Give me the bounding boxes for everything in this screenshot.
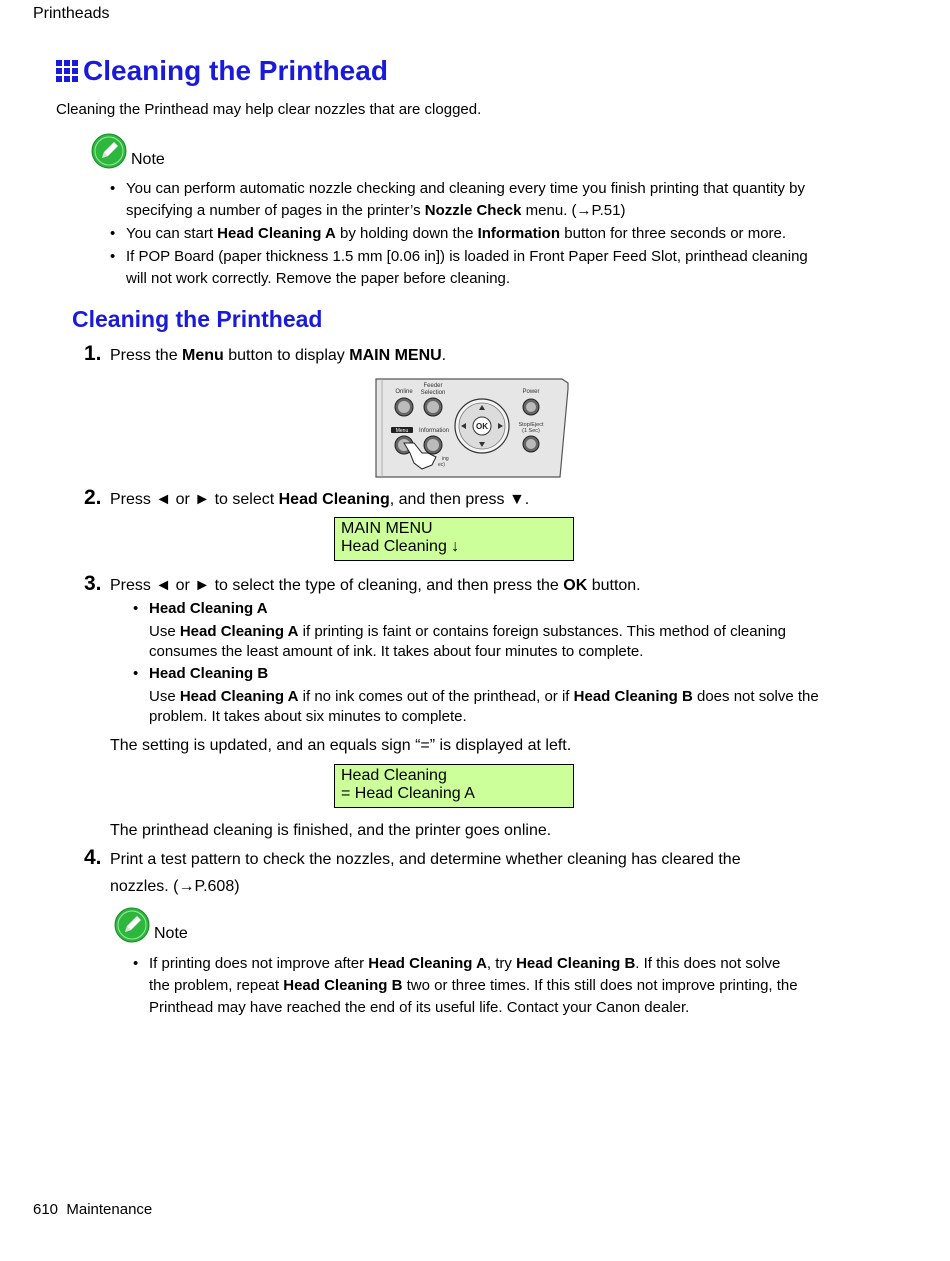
cleaning-type-item (133, 598, 853, 662)
step-4 (84, 846, 741, 900)
note-text-bold: Information (477, 225, 561, 242)
lcd-display (334, 764, 574, 808)
footer-section: Maintenance (66, 1201, 153, 1218)
section-grid-icon (56, 60, 78, 82)
information-label: Information (418, 428, 450, 434)
note-label: Note (131, 151, 165, 168)
note-pencil-icon (114, 907, 150, 943)
note-text: will not work correctly. Remove the paper before cleaning. (126, 270, 511, 287)
online-label: Online (395, 389, 413, 395)
note-text-bold: Head Cleaning A (217, 225, 336, 242)
note-label: Note (154, 925, 188, 942)
note-header (91, 133, 165, 169)
note-text: button for three seconds or more. (560, 225, 787, 242)
note-text: specifying a number of pages in the printer’s (126, 202, 425, 219)
page-reference-link: menu. (→P.51) (521, 202, 626, 219)
one-sec-label: (1 Sec) (522, 428, 540, 434)
running-header: Printheads (33, 5, 110, 22)
step-number: 1. (84, 342, 102, 365)
page-title-text: Cleaning the Printhead (83, 55, 388, 86)
step-text: Press the Menu button to display MAIN MENU. (110, 347, 447, 364)
step-number: 3. (84, 572, 102, 595)
cleaning-type-name: Head Cleaning B (149, 665, 269, 682)
step-1 (84, 342, 446, 366)
note-text: You can start (126, 225, 218, 242)
note-list (133, 953, 853, 1020)
page-number: 610 (33, 1201, 59, 1218)
lcd-line: Head Cleaning (341, 767, 447, 784)
power-label: Power (522, 389, 540, 395)
step-number: 4. (84, 846, 102, 869)
step-text: Print a test pattern to check the nozzles, and determine whether cleaning has cleared the nozzles. (→P.608) (110, 851, 741, 895)
lcd-line: Head Cleaning ↓ (341, 538, 460, 555)
note-text-bold: Nozzle Check (424, 202, 522, 219)
cleaning-type-list (133, 598, 853, 728)
lcd-display (334, 517, 574, 561)
note-text: by holding down the (335, 225, 478, 242)
intro-paragraph: Cleaning the Printhead may help clear nozzles that are clogged. (56, 101, 482, 118)
step-2 (84, 486, 529, 510)
note-text: If POP Board (paper thickness 1.5 mm [0.06 in]) is loaded in Front Paper Feed Slot, printhead cleaning (126, 248, 808, 265)
finished-text: The printhead cleaning is finished, and the printer goes online. (110, 822, 552, 839)
ok-label: OK (476, 422, 488, 431)
step-number: 2. (84, 486, 102, 509)
stop-eject-label: Stop/Eject (518, 422, 544, 428)
selection-label: Selection (420, 390, 446, 396)
note-text: You can perform automatic nozzle checking and cleaning every time you finish printing that quantity by (126, 180, 805, 197)
control-panel-illustration (374, 377, 570, 480)
cleaning-type-description: Use Head Cleaning A if printing is faint or contains foreign substances. This method of cleaning consumes the least amount of ink. It takes about four minutes to complete. (149, 623, 786, 660)
note-list (110, 178, 870, 291)
procedure-title: Cleaning the Printhead (72, 306, 323, 332)
lcd-line: = Head Cleaning A (341, 785, 475, 802)
page-title (56, 55, 388, 87)
panel-partial-label: ing (442, 456, 449, 462)
note-pencil-icon (91, 133, 127, 169)
cleaning-type-name: Head Cleaning A (149, 600, 268, 617)
step-3 (84, 572, 641, 596)
cleaning-type-item (133, 663, 853, 727)
page-footer (33, 1201, 152, 1218)
note-item (110, 246, 870, 290)
updated-text: The setting is updated, and an equals sign “=” is displayed at left. (110, 737, 572, 754)
lcd-line: MAIN MENU (341, 520, 433, 537)
menu-label: Menu (395, 428, 409, 434)
panel-partial-label: ec) (438, 462, 445, 468)
note-item: • If printing does not improve after Head Cleaning A, try Head Cleaning B. If this does not solve the problem, repeat Head Cleaning B two or three times. If this still does not improve printing, the Printhead may have reached the end of its useful life. Contact your Canon dealer. (133, 953, 853, 1019)
note-header (114, 907, 188, 943)
step-text: Press ◄ or ► to select the type of cleaning, and then press the OK button. (110, 577, 641, 594)
note-item (110, 223, 870, 245)
cleaning-type-description: Use Head Cleaning A if no ink comes out of the printhead, or if Head Cleaning B does not solve the problem. It takes about six minutes to complete. (149, 688, 819, 725)
note-item (110, 178, 870, 222)
step-text: Press ◄ or ► to select Head Cleaning, and then press ▼. (110, 491, 530, 508)
feeder-label: Feeder (423, 383, 443, 389)
